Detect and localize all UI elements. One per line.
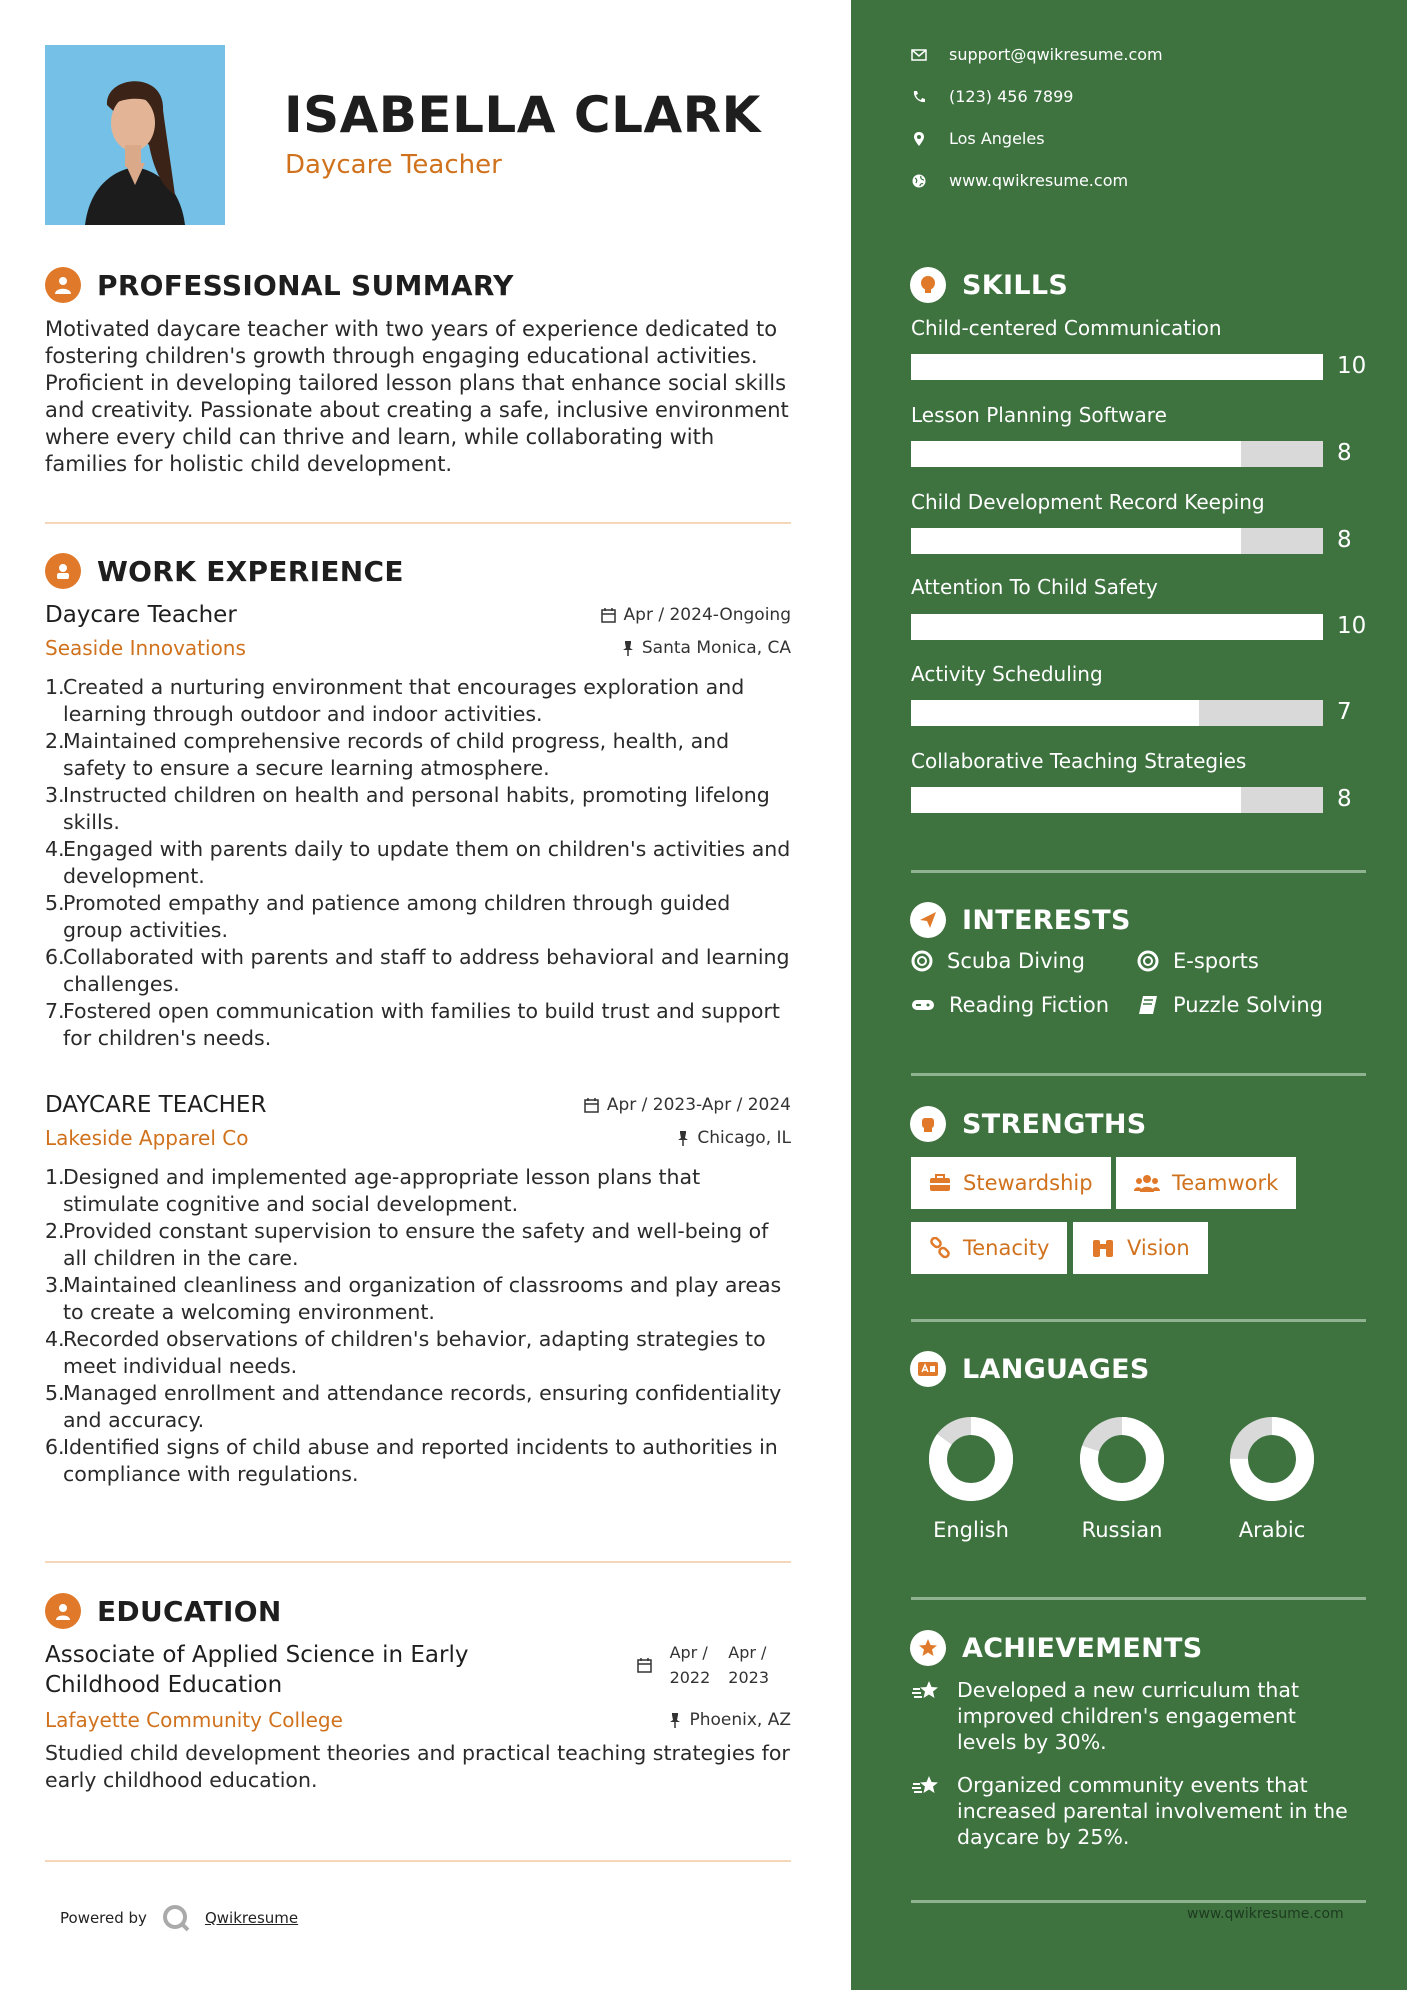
list-item: 1. Created a nurturing environment that encourages exploration and learning through outdoor and indoor activities. [45, 675, 745, 726]
achievements-heading [910, 1630, 1203, 1666]
pin-icon [677, 1131, 689, 1146]
interest-item: E-sports [1137, 949, 1259, 973]
education-heading [45, 1593, 282, 1629]
contact-website[interactable]: www.qwikresume.com [911, 171, 1128, 190]
job-location: Chicago, IL [677, 1128, 791, 1148]
contact-phone[interactable]: (123) 456 7899 [911, 87, 1073, 106]
skill-name: Activity Scheduling [911, 662, 1103, 686]
list-item: 2. Maintained comprehensive records of child progress, health, and safety to ensure a secure learning atmosphere. [45, 729, 730, 780]
skill-bar [911, 354, 1323, 380]
skill-bar [911, 528, 1323, 554]
users-icon [1134, 1174, 1160, 1192]
sidebar-divider [911, 1319, 1366, 1322]
language-label: Russian [1081, 1518, 1163, 1542]
skill-bar [911, 441, 1323, 467]
shooting-star-icon [911, 1772, 945, 1850]
link-icon [929, 1237, 951, 1259]
list-item: 4. Engaged with parents daily to update them on children's activities and development. [45, 837, 791, 888]
skill-value: 8 [1337, 786, 1352, 812]
job-title: DAYCARE TEACHER [45, 1092, 267, 1118]
contact-location: Los Angeles [911, 129, 1045, 148]
footer-website[interactable]: www.qwikresume.com [1187, 1906, 1344, 1922]
school: Lafayette Community College [45, 1708, 343, 1732]
skill-name: Child-centered Communication [911, 316, 1222, 340]
strength-chip: Teamwork [1116, 1157, 1296, 1209]
interest-item: Reading Fiction [911, 993, 1109, 1017]
contact-email[interactable]: support@qwikresume.com [911, 45, 1163, 64]
lifebuoy-icon [911, 950, 933, 972]
skill-name: Collaborative Teaching Strategies [911, 749, 1247, 773]
envelope-icon [911, 49, 927, 61]
sidebar-divider [911, 1597, 1366, 1600]
job-dates: Apr / 2024-Ongoing [601, 605, 791, 625]
calendar-icon [637, 1658, 652, 1673]
achievement-item [911, 1677, 1361, 1755]
language-item [916, 1414, 1026, 1542]
section-divider [45, 1860, 791, 1862]
qwikresume-link[interactable]: Qwikresume [204, 1909, 299, 1927]
education-location: Phoenix, AZ [669, 1710, 791, 1730]
list-item: 7. Fostered open communication with families to build trust and support for children's needs. [45, 999, 780, 1050]
language-item [1217, 1414, 1327, 1542]
list-item: 6. Identified signs of child abuse and reported incidents to authorities in compliance with regulations. [45, 1435, 778, 1486]
skill-bar [911, 787, 1323, 813]
skill-bar [911, 614, 1323, 640]
summary-text: Motivated daycare teacher with two years of experience dedicated to fostering children's growth through engaging educational activities. Proficient in developing tailored lesson plans that enhance social skills and creativity. Passionate about creating a safe, inclusive environment where every child can thrive and learn, while collaborating with families for holistic child development. [45, 317, 789, 476]
job-entry [45, 602, 791, 1052]
skill-bar-fill [911, 787, 1241, 813]
list-item: 5. Managed enrollment and attendance records, ensuring confidentiality and accuracy. [45, 1381, 782, 1432]
interest-item: Scuba Diving [911, 949, 1085, 973]
skill-value: 8 [1337, 440, 1352, 466]
job-company: Lakeside Apparel Co [45, 1126, 249, 1150]
education-description: Studied child development theories and practical teaching strategies for early childhood education. [45, 1741, 790, 1792]
list-item: 5. Promoted empathy and patience among children through guided group activities. [45, 891, 731, 942]
sidebar-divider [911, 1073, 1366, 1076]
pin-icon [669, 1713, 681, 1728]
job-company: Seaside Innovations [45, 636, 246, 660]
candidate-title: Daycare Teacher [285, 150, 502, 180]
list-item: 3. Maintained cleanliness and organization of classrooms and play areas to create a welcoming environment. [45, 1273, 782, 1324]
degree: Associate of Applied Science in Early Childhood Education [45, 1642, 469, 1698]
powered-by: Powered by Qwikresume [60, 1903, 298, 1933]
shooting-star-icon [911, 1677, 945, 1755]
skill-bar-fill [911, 700, 1199, 726]
language-donut [926, 1414, 1016, 1504]
profile-photo [45, 45, 225, 225]
work-heading [45, 553, 404, 589]
strength-chip: Stewardship [911, 1157, 1111, 1209]
language-item [1067, 1414, 1177, 1542]
skill-name: Lesson Planning Software [911, 403, 1167, 427]
interest-item: Puzzle Solving [1137, 993, 1323, 1017]
strength-chip: Tenacity [911, 1222, 1067, 1274]
pin-icon [622, 641, 634, 656]
language-label: English [933, 1518, 1009, 1542]
list-item: 3. Instructed children on health and personal habits, promoting lifelong skills. [45, 783, 770, 834]
gamepad-icon [911, 997, 935, 1013]
map-marker-icon [911, 132, 927, 146]
skill-bar-fill [911, 441, 1241, 467]
section-divider [45, 522, 791, 524]
candidate-name: ISABELLA CLARK [284, 86, 761, 144]
qwikresume-logo-icon [161, 1903, 191, 1933]
briefcase-icon [45, 553, 81, 589]
sidebar-divider [911, 870, 1366, 873]
education-title: EDUCATION [97, 1594, 282, 1628]
job-location: Santa Monica, CA [622, 638, 791, 658]
book-icon [1137, 995, 1159, 1015]
languages-title: LANGUAGES [962, 1353, 1150, 1385]
calendar-icon [601, 608, 616, 623]
job-bullets [45, 1164, 791, 1488]
skills-heading [910, 267, 1068, 303]
skill-bar [911, 700, 1323, 726]
job-bullets [45, 674, 791, 1052]
skill-value: 10 [1337, 613, 1367, 639]
achievement-text: Developed a new curriculum that improved children's engagement levels by 30%. [957, 1678, 1300, 1754]
job-entry [45, 1092, 791, 1488]
achievement-item [911, 1772, 1361, 1850]
skill-value: 10 [1337, 353, 1367, 379]
graduation-icon [45, 1593, 81, 1629]
list-item: 6. Collaborated with parents and staff to address behavioral and learning challenges. [45, 945, 790, 996]
user-icon [45, 267, 81, 303]
education-entry [45, 1640, 791, 1794]
language-icon [910, 1351, 946, 1387]
summary-title: PROFESSIONAL SUMMARY [97, 268, 514, 302]
fist-icon [910, 1106, 946, 1142]
list-item: 1. Designed and implemented age-appropriate lesson plans that stimulate cognitive and social development. [45, 1165, 701, 1216]
lifebuoy-icon [1137, 950, 1159, 972]
star-badge-icon [910, 1630, 946, 1666]
language-label: Arabic [1238, 1518, 1306, 1542]
skill-value: 7 [1337, 699, 1352, 725]
language-donut [1227, 1414, 1317, 1504]
language-donut [1077, 1414, 1167, 1504]
achievement-text: Organized community events that increased parental involvement in the daycare by 25%. [957, 1773, 1348, 1849]
skill-bar-fill [911, 354, 1323, 380]
paper-plane-icon [910, 902, 946, 938]
strength-chip: Vision [1073, 1222, 1208, 1274]
interests-heading [910, 902, 1131, 938]
phone-icon [911, 90, 927, 104]
summary-heading [45, 267, 514, 303]
work-title: WORK EXPERIENCE [97, 554, 404, 588]
briefcase-icon [929, 1174, 951, 1192]
skill-bar-fill [911, 528, 1241, 554]
skill-value: 8 [1337, 527, 1352, 553]
calendar-icon [584, 1098, 599, 1113]
job-dates: Apr / 2023-Apr / 2024 [584, 1095, 791, 1115]
skill-bar-fill [911, 614, 1323, 640]
lightbulb-icon [910, 267, 946, 303]
skill-name: Child Development Record Keeping [911, 490, 1265, 514]
globe-icon [911, 174, 927, 188]
education-dates: Apr / 2022 Apr / 2023 [637, 1640, 791, 1690]
list-item: 4. Recorded observations of children's behavior, adapting strategies to meet individual needs. [45, 1327, 766, 1378]
strengths-heading [910, 1106, 1147, 1142]
achievements-title: ACHIEVEMENTS [962, 1632, 1203, 1664]
list-item: 2. Provided constant supervision to ensure the safety and well-being of all children in the care. [45, 1219, 769, 1270]
interests-title: INTERESTS [962, 904, 1131, 936]
skill-name: Attention To Child Safety [911, 575, 1158, 599]
binoculars-icon [1091, 1238, 1115, 1258]
job-title: Daycare Teacher [45, 602, 237, 628]
strengths-title: STRENGTHS [962, 1108, 1147, 1140]
skills-title: SKILLS [962, 269, 1069, 301]
languages-heading [910, 1351, 1150, 1387]
section-divider [45, 1561, 791, 1563]
sidebar-divider [911, 1900, 1366, 1903]
